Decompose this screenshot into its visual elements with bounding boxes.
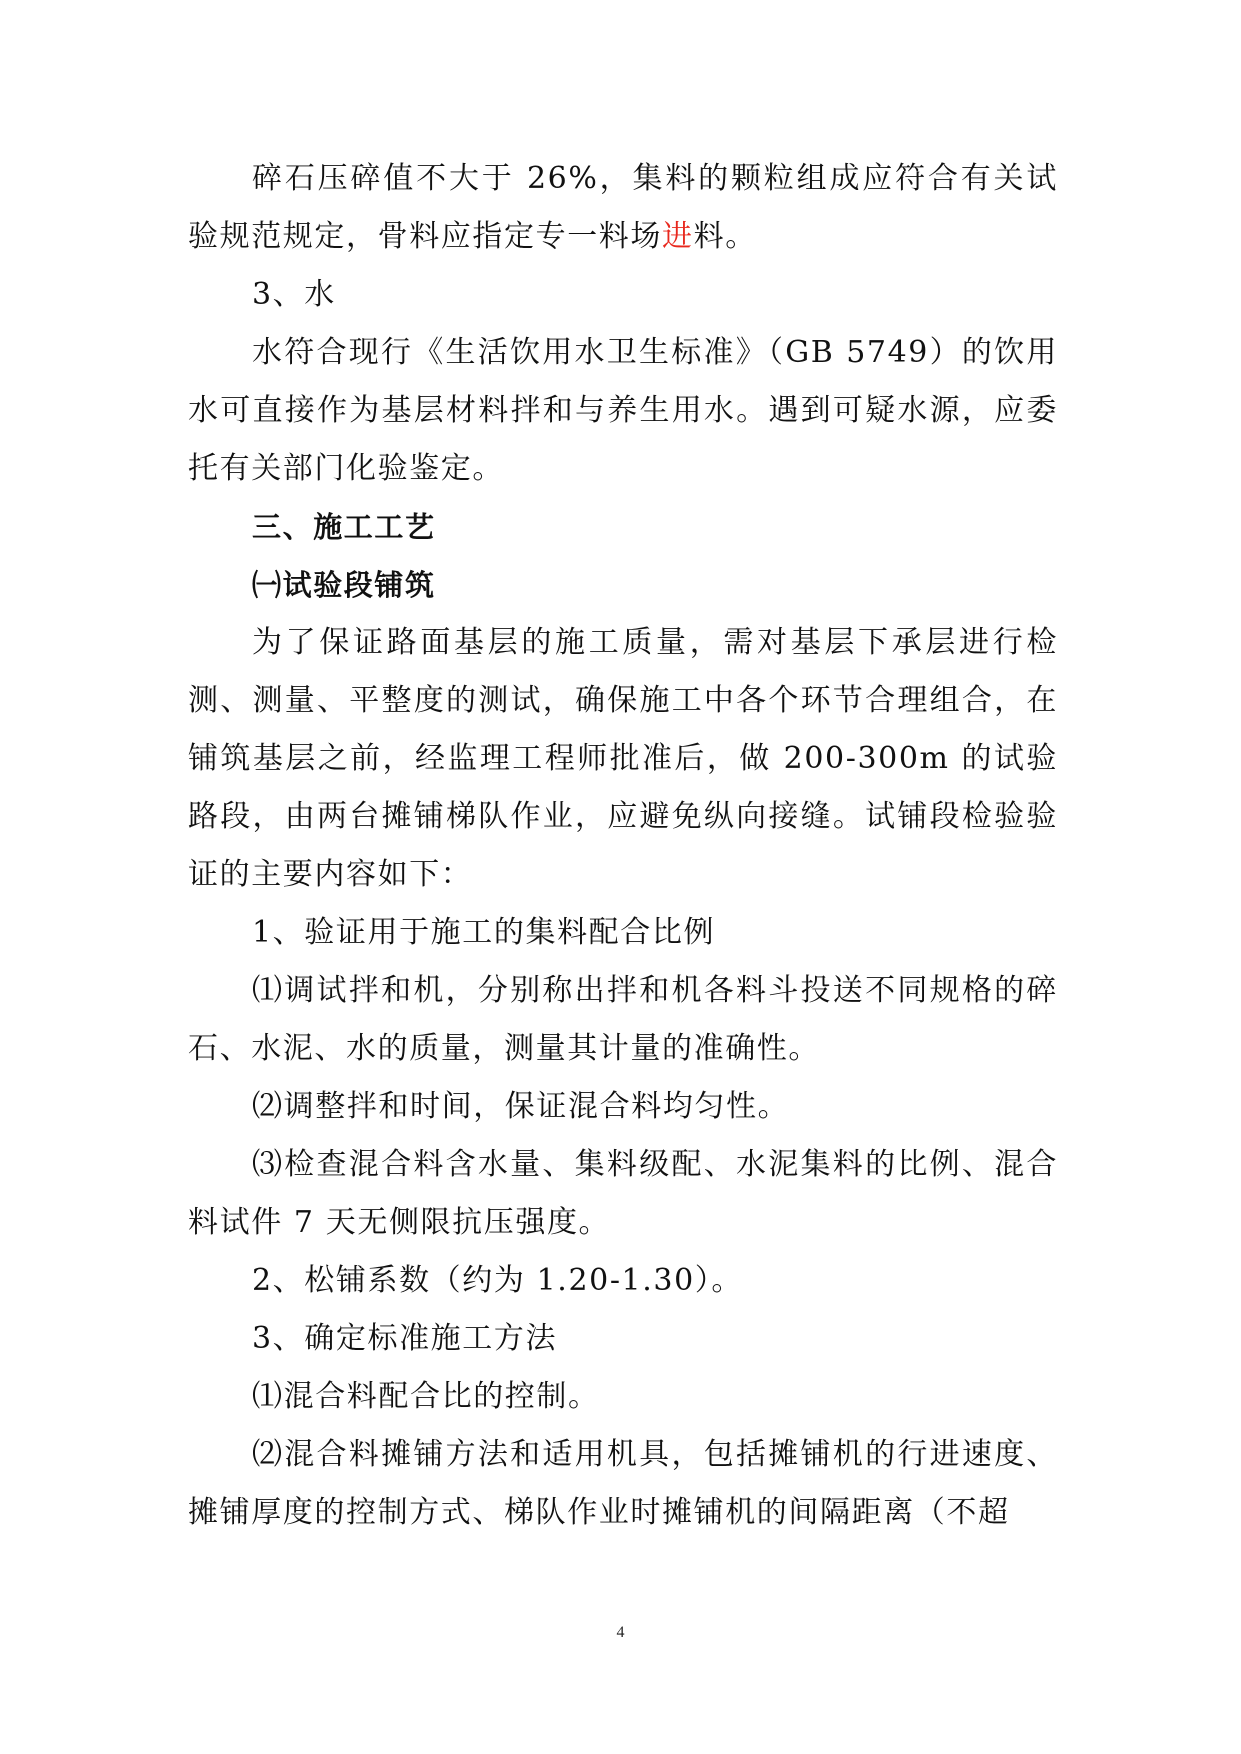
subsection-heading: ㈠试验段铺筑 [252,568,436,602]
text-run: 料。 [693,219,757,254]
paragraph-aggregate-spec [188,150,1058,266]
paragraph-subitem-2: ⑵调整拌和时间，保证混合料均匀性。 [252,1089,790,1124]
paragraph-item-3: 3、确定标准施工方法 [252,1321,558,1356]
paragraph-item-water: 3、水 [252,277,336,312]
paragraph-trial-section: 为了保证路面基层的施工质量，需对基层下承层进行检测、测量、平整度的测试，确保施工中各个环节合理组合，在铺筑基层之前，经监理工程师批准后，做 200-300m 的试验路段，由两台摊铺梯队作业，应避免纵向接缝。试铺段检验验证的主要内容如下： [188,625,1058,892]
highlighted-text: 进 [662,219,694,254]
text-run: 碎石压碎值不大于 26%，集料的颗粒组成应符合有关试验规范规定，骨料应指定专一料场 [188,161,1058,254]
paragraph-subitem-3: ⑶检查混合料含水量、集料级配、水泥集料的比例、混合料试件 7 天无侧限抗压强度。 [188,1147,1058,1240]
paragraph-subitem-1b: ⑴混合料配合比的控制。 [252,1379,600,1414]
paragraph-subitem-2b: ⑵混合料摊铺方法和适用机具，包括摊铺机的行进速度、摊铺厚度的控制方式、梯队作业时摊铺机的间隔距离（不超 [188,1437,1058,1530]
document-body [188,150,1058,1542]
paragraph-subitem-1: ⑴调试拌和机，分别称出拌和机各料斗投送不同规格的碎石、水泥、水的质量，测量其计量的准确性。 [188,973,1058,1066]
page-number: 4 [616,1624,625,1641]
paragraph-item-1: 1、验证用于施工的集料配合比例 [252,915,716,950]
paragraph-item-2: 2、松铺系数（约为 1.20-1.30）。 [252,1263,743,1298]
paragraph-water-spec: 水符合现行《生活饮用水卫生标准》（GB 5749）的饮用水可直接作为基层材料拌和与养生用水。遇到可疑水源，应委托有关部门化验鉴定。 [188,335,1058,486]
section-heading: 三、施工工艺 [252,510,436,544]
